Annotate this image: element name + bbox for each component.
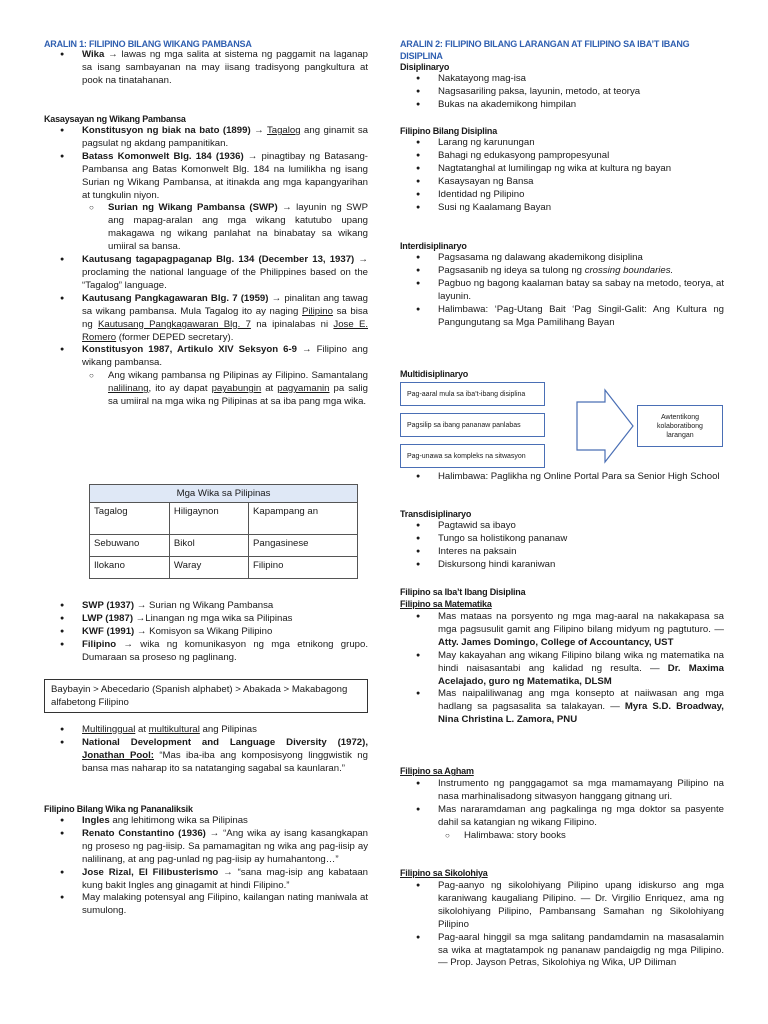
sikolohiya-heading: Filipino sa Sikolohiya	[400, 868, 488, 878]
list-item: ● Multilinggual at multikultural ang Pilipinas	[44, 724, 368, 737]
fbd-list	[400, 137, 724, 214]
table-cell: Tagalog	[90, 503, 170, 535]
matematika-list	[400, 611, 724, 727]
list-item: ● Pag-aanyo ng sikolohiyang Pilipino upang idiskurso ang mga karaniwang kaugaliang Pilipino. — Dr. Virgilio Enriquez, ama ng sikolohiyang Pilipino, Pambansang Samahan ng Sikolohiyang Pilipino	[400, 880, 724, 932]
list-item: ● Batass Komonwelt Blg. 184 (1936) → pinagtibay ng Batasang-Pambansa ang Batas Komonwelt Blg. 184 na lumilikha ng isang Surian ng Wikang Pambansa, at itinakda ang mga kapangyarihan at tungkulin niyon.	[44, 151, 368, 203]
alphabet-box: Baybayin > Abecedario (Spanish alphabet) > Abakada > Makabagong alfabetong Filipino	[44, 679, 368, 713]
list-item: ● Ingles ang lehitimong wika sa Pilipinas	[44, 815, 368, 828]
matematika-heading: Filipino sa Matematika	[400, 599, 492, 609]
pananaliksik-heading: Filipino Bilang Wika ng Pananaliksik	[44, 804, 193, 814]
diagram-result-box: Awtentikong kolaboratibong larangan	[637, 405, 723, 447]
table-cell: Waray	[169, 557, 248, 579]
list-item: ● Kasaysayan ng Bansa	[400, 176, 724, 189]
list-item: ● Mas naipaliliwanag ang mga konsepto at naiiwasan ang mga hadlang sa pagsasalita sa talakayan. — Myra S.D. Broadway, Nina Christina L. Zamora, PNU	[400, 688, 724, 727]
list-item: ● May malaking potensyal ang Filipino, kailangan nating maniwala at sumulong.	[44, 892, 368, 918]
list-item: ● SWP (1937) → Surian ng Wikang Pambansa	[44, 600, 368, 613]
list-item: ○ Surian ng Wikang Pambansa (SWP) → layunin ng SWP ang mapag-aralan ang mga wikang katutubo upang makagawa ng wikang panlahat na binabatay sa wikang umiiral sa bansa.	[44, 202, 368, 254]
list-item: ● Pagbuo ng bagong kaalaman batay sa sabay na metodo, teorya, at layunin.	[400, 278, 724, 304]
list-item: ● Kautusang tagapagpaganap Blg. 134 (December 13, 1937) → proclaming the national language of the Philippines based on the “Tagalog” language.	[44, 254, 368, 293]
diversity-list	[44, 724, 368, 776]
list-item: ● KWF (1991) → Komisyon sa Wikang Pilipino	[44, 626, 368, 639]
arrow-right-icon	[575, 388, 635, 464]
list-item: ● Konstitusyon ng biak na bato (1899) → Tagalog ang ginamit sa pagsulat ng akdang pampanitikan.	[44, 125, 368, 151]
table-cell: Bikol	[169, 535, 248, 557]
disiplinaryo-heading: Disiplinaryo	[400, 62, 450, 72]
list-item: ● Filipino → wika ng komunikasyon ng mga etnikong grupo. Dumaraan sa proseso ng paglinang.	[44, 639, 368, 665]
list-item: ● Halimbawa: Paglikha ng Online Portal Para sa Senior High School	[400, 471, 724, 484]
table-cell: Filipino	[249, 557, 358, 579]
list-item: ● Diskursong hindi karaniwan	[400, 559, 724, 572]
table-cell: Ilokano	[90, 557, 170, 579]
list-item: ● Nakatayong mag-isa	[400, 73, 724, 86]
list-item: ● Halimbawa: ‘Pag-Utang Bait ‘Pag Singil-Galit: Ang Kultura ng Pangungutang sa Mga Pamilihang Bayan	[400, 304, 724, 330]
list-item: ● Interes na paksain	[400, 546, 724, 559]
list-item: ● Pagsasama ng dalawang akademikong disiplina	[400, 252, 724, 265]
pananaliksik-list	[44, 815, 368, 918]
list-item: ● Mas nararamdaman ang pagkalinga ng mga doktor sa pasyente dahil sa katangian ng wikang Filipino.	[400, 804, 724, 830]
list-item: ○ Halimbawa: story books	[400, 830, 724, 843]
list-item: ● LWP (1987) →Linangan ng mga wika sa Pilipinas	[44, 613, 368, 626]
aralin-2-title: ARALIN 2: FILIPINO BILANG LARANGAN AT FILIPINO SA IBA’T IBANG DISIPLINA	[400, 39, 690, 61]
list-item: ● Pag-aaral hinggil sa mga salitang pandamdamin na masasalamin sa wika at magtatampok ng pananaw pandaigdig ng mga Pilipino. — Prop. Jayson Petras, Sikolohiya ng Wika, UP Diliman	[400, 932, 724, 971]
trans-list	[400, 520, 724, 572]
aralin-1-title: ARALIN 1: FILIPINO BILANG WIKANG PAMBANSA	[44, 39, 252, 49]
wika-list	[44, 49, 368, 88]
list-item: ● Bahagi ng edukasyong pampropesyunal	[400, 150, 724, 163]
list-item: ● Larang ng karunungan	[400, 137, 724, 150]
table-cell: Hiligaynon	[169, 503, 248, 535]
disiplinaryo-list	[400, 73, 724, 112]
fbd-heading: Filipino Bilang Disiplina	[400, 126, 498, 136]
list-item: ● Instrumento ng panggagamot sa mga mamamayang Pilipino na nasa marhinalisadong sitwasyon hanggang gitnang uri.	[400, 778, 724, 804]
sikolohiya-list	[400, 880, 724, 970]
agency-list	[44, 600, 368, 665]
table-row	[90, 535, 358, 557]
list-item: ● Bukas na akademikong himpilan	[400, 99, 724, 112]
agham-list	[400, 778, 724, 843]
diagram-box-3: Pag-unawa sa kompleks na sitwasyon	[400, 444, 545, 468]
list-item: ● Pagsasanib ng ideya sa tulong ng crossing boundaries.	[400, 265, 724, 278]
table-cell: Kapampang an	[249, 503, 358, 535]
table-cell: Sebuwano	[90, 535, 170, 557]
multi-list	[400, 471, 724, 484]
list-item: ● Pagtawid sa ibayo	[400, 520, 724, 533]
trans-heading: Transdisiplinaryo	[400, 509, 472, 519]
list-item: ● Tungo sa holistikong pananaw	[400, 533, 724, 546]
diagram-box-1: Pag-aaral mula sa iba’t-ibang disiplina	[400, 382, 545, 406]
list-item: ● Jose Rizal, El Filibusterismo → “sana mag-isip ang kabataan kung bakit Ingles ang ginagamit at hindi Filipino.”	[44, 867, 368, 893]
inter-heading: Interdisiplinaryo	[400, 241, 467, 251]
list-item: ● Renato Constantino (1936) → “Ang wika ay isang kasangkapan ng proseso ng pag-iisip. Sa pamamagitan ng wika ang pag-iisip ay nalilinang, at ang pag-unlad ng pag-iisip ay humahantong…”	[44, 828, 368, 867]
list-item: ● Susi ng Kaalamang Bayan	[400, 202, 724, 215]
diagram-box-2: Pagsilip sa ibang pananaw panlabas	[400, 413, 545, 437]
list-item: ● Nagsasariling paksa, layunin, metodo, at teorya	[400, 86, 724, 99]
list-item: ○ Ang wikang pambansa ng Pilipinas ay Filipino. Samantalang nalilinang, ito ay dapat payabungin at pagyamanin pa salig sa umiiral na mga wika ng Pilipinas at sa iba pang mga wika.	[44, 370, 368, 409]
list-item: ● Konstitusyon 1987, Artikulo XIV Seksyon 6-9 → Filipino ang wikang pambansa.	[44, 344, 368, 370]
table-cell: Pangasinese	[249, 535, 358, 557]
list-item: ● National Development and Language Diversity (1972), Jonathan Pool: “Mas iba-iba ang komposisyong linggwistik ng bansa mas naharap ito sa natatanging sagabal sa kaunlaran.”	[44, 737, 368, 776]
list-item: ● Kautusang Pangkagawaran Blg. 7 (1959) → pinalitan ang tawag sa wikang pambansa. Mula Tagalog ito ay naging Pilipino sa bisa ng Kautusang Pangkagawaran Blg. 7 na ipinalabas ni Jose E. Romero (former DEPED secretary).	[44, 293, 368, 345]
table-row	[90, 557, 358, 579]
list-item: ● May kakayahan ang wikang Filipino bilang wika ng matematika na hindi naisasantabi ang kalidad ng resulta. — Dr. Maxima Acelajado, guro ng Matematika, DLSM	[400, 650, 724, 689]
kasaysayan-list	[44, 125, 368, 409]
table-header: Mga Wika sa Pilipinas	[90, 485, 358, 503]
inter-list	[400, 252, 724, 329]
list-item: ● Nagtatanghal at lumilingap ng wika at kultura ng bayan	[400, 163, 724, 176]
list-item: ● Wika → lawas ng mga salita at sistema ng paggamit na laganap sa isang sambayanan na may iisang tradisyong pangkultura at pook na tinatahanan.	[44, 49, 368, 88]
fsid-heading: Filipino sa Iba’t Ibang Disiplina	[400, 587, 526, 597]
list-item: ● Identidad ng Pilipino	[400, 189, 724, 202]
table-row	[90, 503, 358, 535]
mga-wika-table	[89, 484, 358, 579]
list-item: ● Mas mataas na porsyento ng mga mag-aaral na nakakapasa sa mga pagsusulit gamit ang Filipino bilang midyum ng pagtuturo. — Atty. James Domingo, College of Accountancy, UST	[400, 611, 724, 650]
multi-heading: Multidisiplinaryo	[400, 369, 469, 379]
kasaysayan-heading: Kasaysayan ng Wikang Pambansa	[44, 114, 186, 124]
agham-heading: Filipino sa Agham	[400, 766, 474, 776]
